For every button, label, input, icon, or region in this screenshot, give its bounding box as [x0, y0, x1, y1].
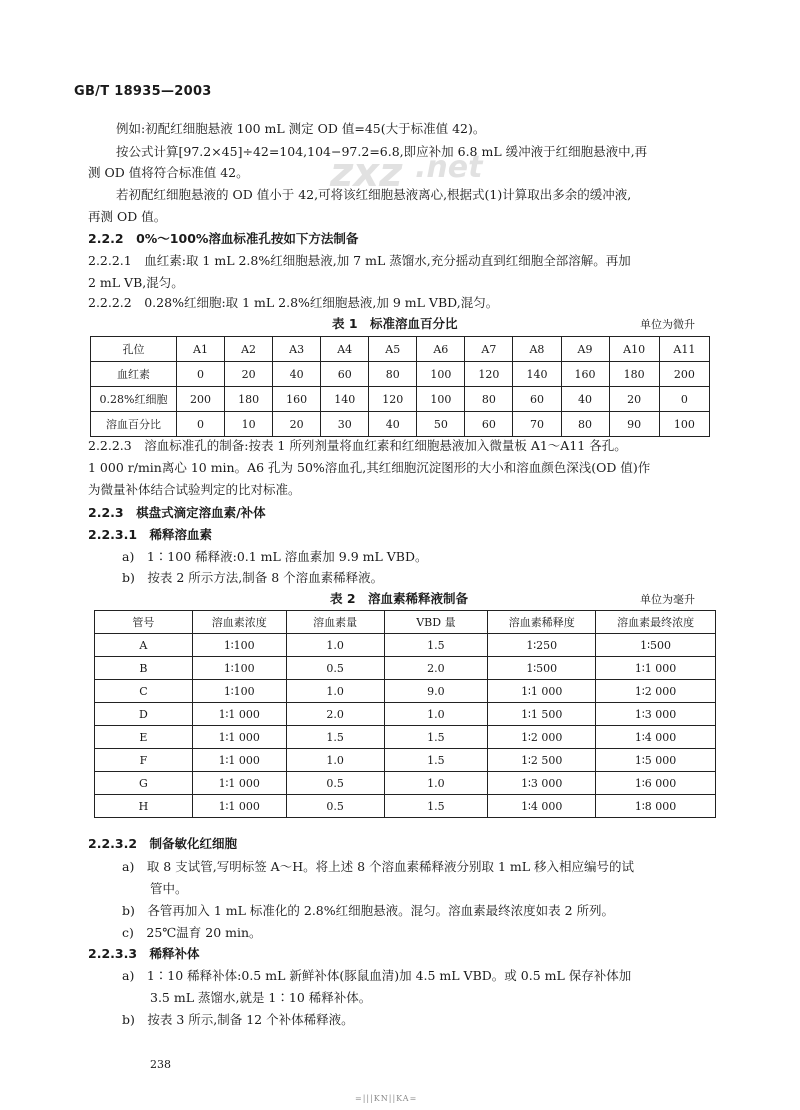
table2-title: 表 2 溶血素稀释液制备 — [330, 591, 469, 606]
table-cell: 1∶1 000 — [192, 749, 286, 772]
table-cell: F — [95, 749, 193, 772]
table-header-cell: VBD 量 — [384, 611, 488, 634]
table-cell: 60 — [465, 412, 513, 437]
item-2-2-3-1-b: b) 按表 2 所示方法,制备 8 个溶血素稀释液。 — [122, 570, 384, 585]
table-cell: 1.0 — [384, 703, 488, 726]
table-cell: 1∶500 — [596, 634, 716, 657]
table-row — [95, 703, 716, 726]
table-cell: 160 — [273, 387, 321, 412]
table-cell: C — [95, 680, 193, 703]
table-header-cell: A1 — [177, 337, 225, 362]
table-header-cell: 溶血素浓度 — [192, 611, 286, 634]
document-header: GB/T 18935—2003 — [74, 84, 212, 99]
table-cell: 0 — [177, 362, 225, 387]
table-cell: 180 — [225, 387, 273, 412]
section-2-2-3-2: 2.2.3.2 制备敏化红细胞 — [88, 836, 238, 851]
table-cell: 20 — [225, 362, 273, 387]
watermark: zxz — [330, 150, 403, 196]
table-cell: E — [95, 726, 193, 749]
table-cell: 140 — [513, 362, 561, 387]
section-2-2-3-3: 2.2.3.3 稀释补体 — [88, 946, 200, 961]
table-header-cell: A3 — [273, 337, 321, 362]
table-header-cell: A6 — [417, 337, 465, 362]
table-row — [91, 387, 710, 412]
table-cell: 1∶3 000 — [596, 703, 716, 726]
table-header-cell: 溶血素量 — [286, 611, 384, 634]
item-2-2-3-2-a-cont: 管中。 — [150, 881, 188, 896]
table-cell: 1∶1 500 — [488, 703, 596, 726]
table-cell: 1∶1 000 — [596, 657, 716, 680]
item-2-2-3-1-a: a) 1∶100 稀释液:0.1 mL 溶血素加 9.9 mL VBD。 — [122, 549, 428, 564]
table-cell: 200 — [659, 362, 709, 387]
table-cell: 1∶1 000 — [488, 680, 596, 703]
table-header-cell: A7 — [465, 337, 513, 362]
table1 — [90, 336, 710, 437]
table-cell: D — [95, 703, 193, 726]
table-cell: 1∶100 — [192, 680, 286, 703]
paragraph-formula: 按公式计算[97.2×45]÷42=104,104−97.2=6.8,即应补加 6.8 mL 缓冲液于红细胞悬液中,再 — [116, 144, 648, 159]
table1-title: 表 1 标准溶血百分比 — [332, 316, 458, 331]
table-cell: 40 — [369, 412, 417, 437]
table-cell: 1∶1 000 — [192, 726, 286, 749]
table-cell: 1.0 — [384, 772, 488, 795]
item-2-2-3-3-b: b) 按表 3 所示,制备 12 个补体稀释液。 — [122, 1012, 354, 1027]
table-cell: 1∶1 000 — [192, 703, 286, 726]
table-header-cell: 孔位 — [91, 337, 177, 362]
table-row — [95, 726, 716, 749]
table-cell: 1.5 — [384, 634, 488, 657]
table-cell: 1∶250 — [488, 634, 596, 657]
table-cell: 60 — [321, 362, 369, 387]
table-cell: 80 — [465, 387, 513, 412]
table-header-cell: A5 — [369, 337, 417, 362]
table2 — [94, 610, 716, 818]
section-2-2-2: 2.2.2 0%～100%溶血标准孔按如下方法制备 — [88, 231, 359, 246]
table-header-row — [91, 337, 710, 362]
table2-unit: 单位为毫升 — [640, 593, 695, 606]
table-cell: 40 — [273, 362, 321, 387]
table-cell: 1∶4 000 — [488, 795, 596, 818]
table-cell: 1.5 — [384, 726, 488, 749]
table-cell: 160 — [561, 362, 609, 387]
table-row — [95, 634, 716, 657]
table-cell: 1∶4 000 — [596, 726, 716, 749]
section-2-2-2-3-cont2: 为微量补体结合试验判定的比对标准。 — [88, 482, 301, 497]
table-cell: 90 — [609, 412, 659, 437]
table-cell: 0 — [177, 412, 225, 437]
table-cell: 100 — [659, 412, 709, 437]
footer-mark: =|||KN||KA= — [355, 1094, 418, 1103]
table-cell: 140 — [321, 387, 369, 412]
item-2-2-3-2-c: c) 25℃温育 20 min。 — [122, 925, 262, 940]
table-cell: 30 — [321, 412, 369, 437]
table-cell: 1∶500 — [488, 657, 596, 680]
table1-unit: 单位为微升 — [640, 318, 695, 331]
table-cell: 1.0 — [286, 634, 384, 657]
section-2-2-2-3: 2.2.2.3 溶血标准孔的制备:按表 1 所列剂量将血红素和红细胞悬液加入微量板 A1～A11 各孔。 — [88, 438, 627, 453]
table-cell: 0.5 — [286, 657, 384, 680]
table-cell: 0.5 — [286, 795, 384, 818]
table-cell: 0.28%红细胞 — [91, 387, 177, 412]
table-cell: 50 — [417, 412, 465, 437]
section-2-2-2-3-cont1: 1 000 r/min离心 10 min。A6 孔为 50%溶血孔,其红细胞沉淀图形的大小和溶血颜色深浅(OD 值)作 — [88, 460, 651, 475]
table-cell: 9.0 — [384, 680, 488, 703]
section-2-2-2-1: 2.2.2.1 血红素:取 1 mL 2.8%红细胞悬液,加 7 mL 蒸馏水,充分摇动直到红细胞全部溶解。再加 — [88, 253, 631, 268]
table-cell: 200 — [177, 387, 225, 412]
table-header-cell: A4 — [321, 337, 369, 362]
watermark-suffix: .net — [415, 150, 483, 185]
table-cell: 10 — [225, 412, 273, 437]
table-cell: 100 — [417, 362, 465, 387]
section-2-2-2-2: 2.2.2.2 0.28%红细胞:取 1 mL 2.8%红细胞悬液,加 9 mL VBD,混匀。 — [88, 295, 499, 310]
table-row — [95, 795, 716, 818]
table-cell: 20 — [609, 387, 659, 412]
page-number: 238 — [150, 1058, 171, 1071]
table-cell: A — [95, 634, 193, 657]
section-2-2-3-1: 2.2.3.1 稀释溶血素 — [88, 527, 213, 542]
table-header-row — [95, 611, 716, 634]
table-cell: B — [95, 657, 193, 680]
table-cell: 100 — [417, 387, 465, 412]
section-2-2-3: 2.2.3 棋盘式滴定溶血素/补体 — [88, 505, 266, 520]
table-header-cell: A11 — [659, 337, 709, 362]
table-cell: 0.5 — [286, 772, 384, 795]
table-cell: 1∶100 — [192, 634, 286, 657]
paragraph-formula-cont: 测 OD 值将符合标准值 42。 — [88, 165, 249, 180]
table-cell: 1.5 — [384, 749, 488, 772]
table-cell: 60 — [513, 387, 561, 412]
table-cell: 溶血百分比 — [91, 412, 177, 437]
table-cell: 80 — [369, 362, 417, 387]
table-header-cell: 溶血素稀释度 — [488, 611, 596, 634]
table-cell: 1∶5 000 — [596, 749, 716, 772]
table-cell: 40 — [561, 387, 609, 412]
table-cell: 2.0 — [286, 703, 384, 726]
item-2-2-3-3-a-cont: 3.5 mL 蒸馏水,就是 1∶10 稀释补体。 — [150, 990, 372, 1005]
table-row — [91, 412, 710, 437]
table-row — [91, 362, 710, 387]
table-cell: 1∶1 000 — [192, 795, 286, 818]
table-cell: 1∶2 000 — [596, 680, 716, 703]
table-cell: 1∶3 000 — [488, 772, 596, 795]
table-cell: 1∶8 000 — [596, 795, 716, 818]
paragraph-centrifuge-cont: 再测 OD 值。 — [88, 209, 167, 224]
table-header-cell: 溶血素最终浓度 — [596, 611, 716, 634]
table-cell: 1.5 — [286, 726, 384, 749]
table-cell: 0 — [659, 387, 709, 412]
item-2-2-3-2-a: a) 取 8 支试管,写明标签 A～H。将上述 8 个溶血素稀释液分别取 1 mL 移入相应编号的试 — [122, 859, 635, 874]
table-cell: 1∶2 500 — [488, 749, 596, 772]
table-cell: 70 — [513, 412, 561, 437]
table-header-cell: A2 — [225, 337, 273, 362]
table-cell: 120 — [369, 387, 417, 412]
table-row — [95, 680, 716, 703]
table-cell: 1.0 — [286, 749, 384, 772]
table-cell: 1.0 — [286, 680, 384, 703]
table-cell: 1∶1 000 — [192, 772, 286, 795]
table-cell: 80 — [561, 412, 609, 437]
table-cell: 血红素 — [91, 362, 177, 387]
table-cell: 120 — [465, 362, 513, 387]
paragraph-example: 例如:初配红细胞悬液 100 mL 测定 OD 值=45(大于标准值 42)。 — [116, 121, 486, 136]
table-header-cell: A10 — [609, 337, 659, 362]
table-cell: G — [95, 772, 193, 795]
table-cell: 20 — [273, 412, 321, 437]
table-row — [95, 657, 716, 680]
table-cell: 180 — [609, 362, 659, 387]
table-cell: 1∶2 000 — [488, 726, 596, 749]
table-row — [95, 749, 716, 772]
table-row — [95, 772, 716, 795]
paragraph-centrifuge: 若初配红细胞悬液的 OD 值小于 42,可将该红细胞悬液离心,根据式(1)计算取出多余的缓冲液, — [116, 187, 632, 202]
table-header-cell: A9 — [561, 337, 609, 362]
table-cell: 1.5 — [384, 795, 488, 818]
item-2-2-3-3-a: a) 1∶10 稀释补体:0.5 mL 新鲜补体(豚鼠血清)加 4.5 mL VBD。或 0.5 mL 保存补体加 — [122, 968, 632, 983]
item-2-2-3-2-b: b) 各管再加入 1 mL 标准化的 2.8%红细胞悬液。混匀。溶血素最终浓度如表 2 所列。 — [122, 903, 615, 918]
table-header-cell: 管号 — [95, 611, 193, 634]
table-cell: 1∶6 000 — [596, 772, 716, 795]
table-cell: H — [95, 795, 193, 818]
table-header-cell: A8 — [513, 337, 561, 362]
section-2-2-2-1-cont: 2 mL VB,混匀。 — [88, 275, 184, 290]
table-cell: 1∶100 — [192, 657, 286, 680]
table-cell: 2.0 — [384, 657, 488, 680]
